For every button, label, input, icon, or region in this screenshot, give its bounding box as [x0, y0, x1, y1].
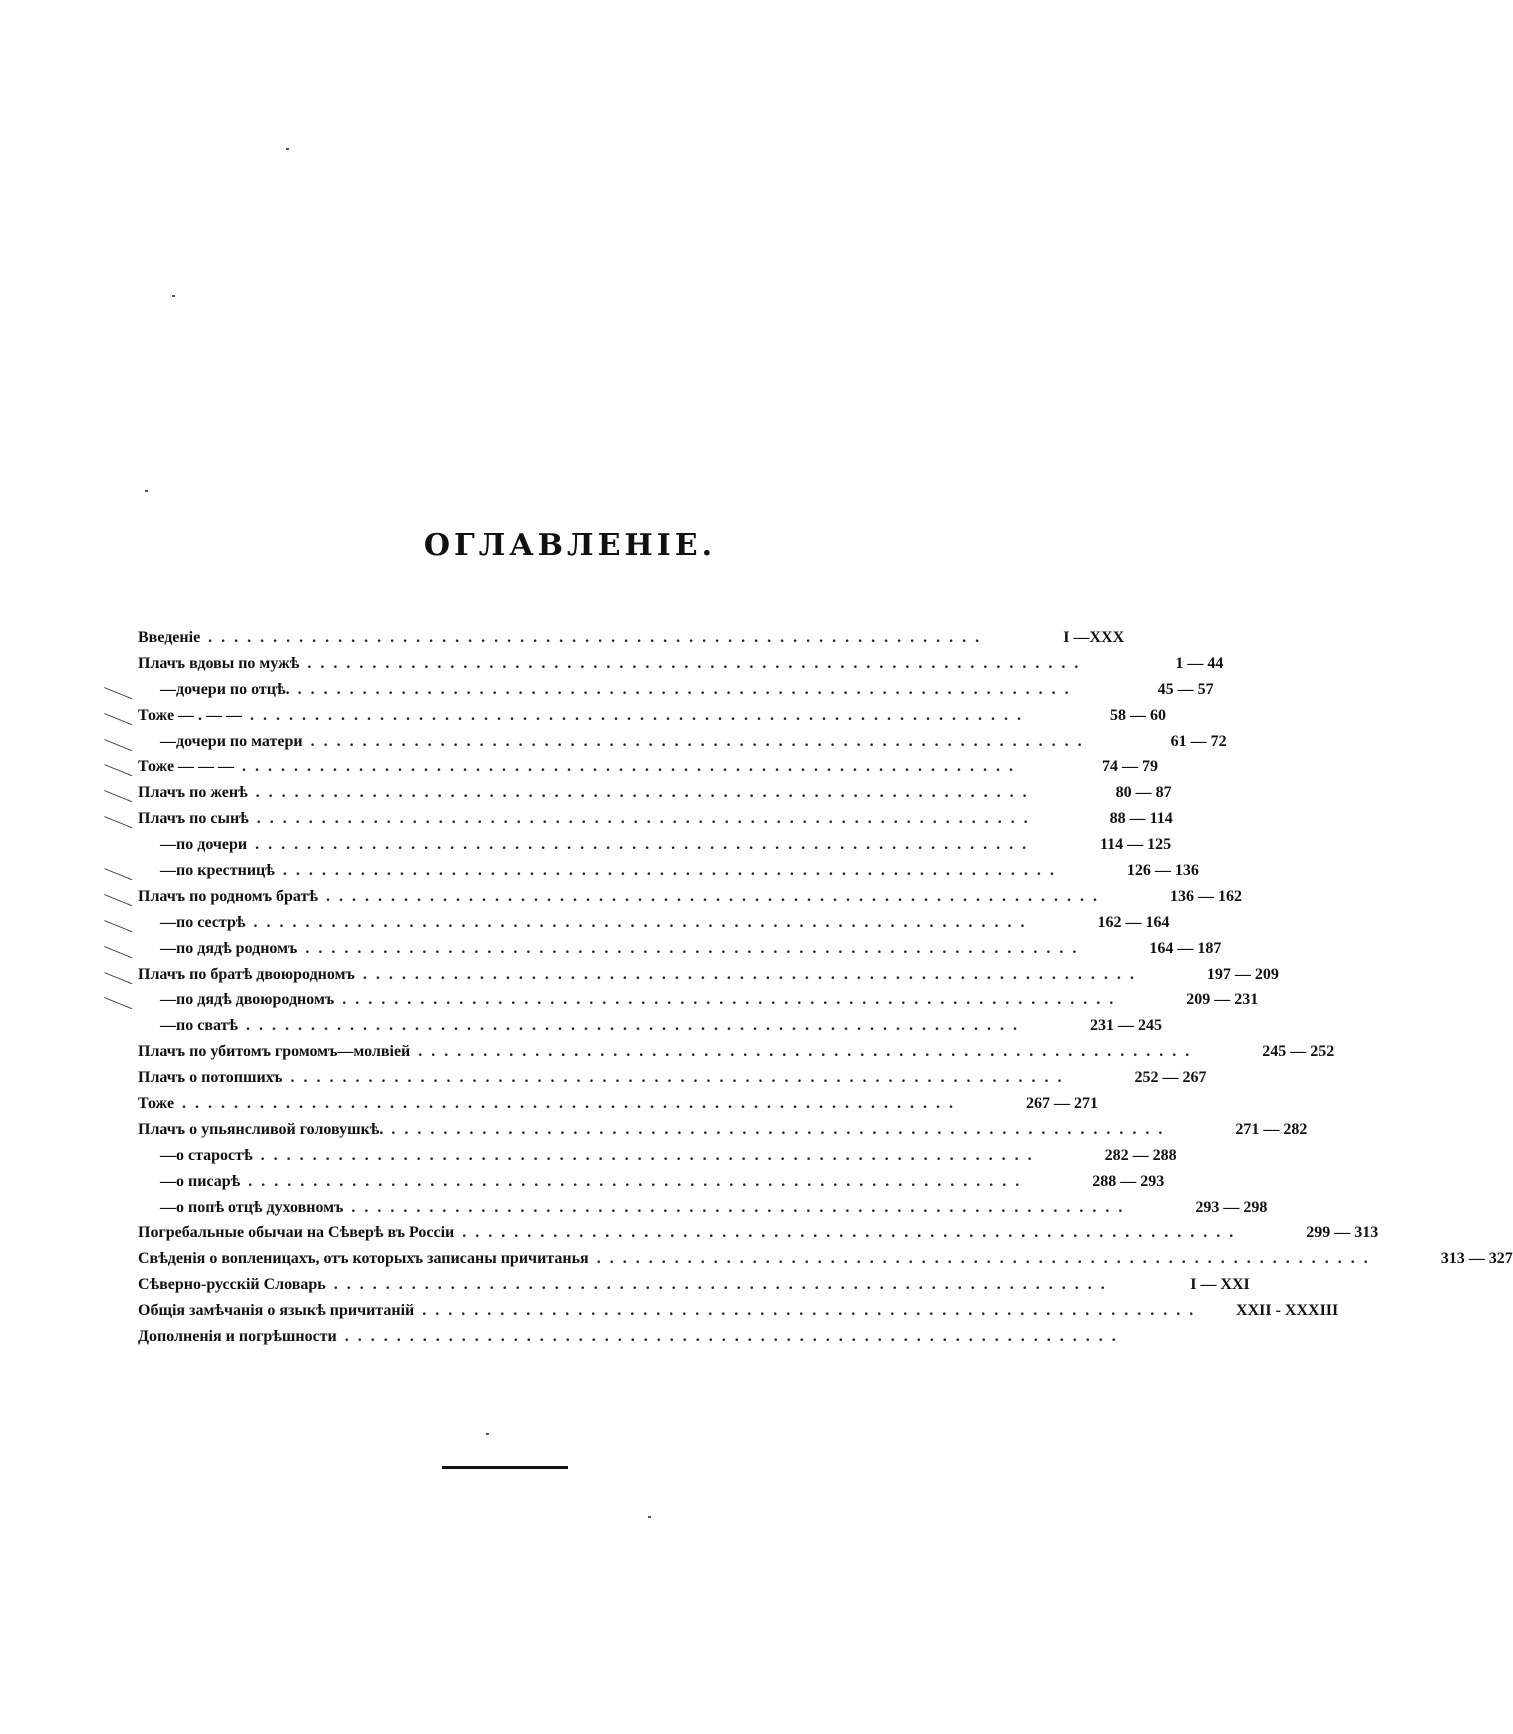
dot-leader: ............................................................	[391, 1120, 1172, 1138]
paper-speck	[486, 1433, 489, 1435]
toc-entry-label: о старостѣ	[176, 1146, 253, 1164]
dot-leader: ............................................................	[305, 939, 1086, 957]
toc-entry	[138, 1065, 1207, 1091]
toc-entry	[138, 1195, 1268, 1221]
margin-pencil-mark	[103, 894, 132, 908]
margin-pencil-mark	[103, 765, 132, 779]
dot-leader: ............................................................	[333, 1276, 1114, 1294]
toc-entry-pages: 126 — 136	[1126, 861, 1199, 879]
dot-leader: ............................................................	[362, 965, 1143, 983]
ditto-dash: —	[160, 1017, 176, 1035]
toc-entry-label: Плачъ по братѣ двоюродномъ	[138, 965, 355, 983]
dot-leader: ............................................................	[418, 1043, 1199, 1061]
toc-entry-pages: 282 — 288	[1104, 1146, 1177, 1164]
toc-entry	[138, 729, 1227, 755]
toc-entry-label: Плачъ по убитомъ громомъ—молвіей	[138, 1043, 411, 1061]
toc-entry-pages: 1 — 44	[1175, 654, 1224, 672]
toc-entry	[138, 1246, 1513, 1272]
dot-leader: ............................................................	[246, 1017, 1027, 1035]
toc-entry-label: Плачъ вдовы по мужѣ	[138, 654, 300, 672]
toc-entry-pages: 231 — 245	[1090, 1017, 1163, 1035]
toc-entry-pages: I —XXX	[1063, 628, 1125, 646]
toc-entry-label: по дочери	[176, 836, 248, 854]
toc-entry-label: Тоже — — —	[138, 758, 235, 776]
toc-entry	[138, 1091, 1099, 1117]
toc-entry-pages: 61 — 72	[1170, 732, 1227, 750]
toc-entry-label: дочери по матери	[176, 732, 303, 750]
toc-entry-pages: 162 — 164	[1097, 913, 1170, 931]
toc-entry-pages: 74 — 79	[1102, 758, 1159, 776]
toc-entry	[138, 1117, 1308, 1143]
toc-entry	[138, 754, 1159, 780]
toc-entry-pages: I — XXI	[1190, 1276, 1250, 1294]
margin-pencil-mark	[103, 998, 132, 1012]
toc-entry-label: Плачъ по родномъ братѣ	[138, 887, 318, 905]
toc-entry-label: Общія замѣчанія о языкѣ причитаній	[138, 1302, 415, 1320]
toc-entry-pages: 80 — 87	[1115, 784, 1172, 802]
dot-leader: ............................................................	[351, 1198, 1132, 1216]
toc-entry	[138, 1169, 1165, 1195]
dot-leader: ............................................................	[596, 1250, 1377, 1268]
margin-pencil-mark	[103, 790, 132, 804]
toc-entry-pages: 293 — 298	[1195, 1198, 1268, 1216]
toc-entry-pages: 267 — 271	[1026, 1094, 1099, 1112]
toc-entry-label: по сестрѣ	[176, 913, 246, 931]
dot-leader: ............................................................	[255, 784, 1036, 802]
dot-leader: ............................................................	[342, 991, 1123, 1009]
toc-entry-pages: 271 — 282	[1235, 1120, 1308, 1138]
dot-leader: ............................................................	[422, 1302, 1203, 1320]
toc-entry-pages: 114 — 125	[1100, 836, 1172, 854]
dot-leader: ............................................................	[253, 913, 1034, 931]
ditto-dash: —	[160, 732, 176, 750]
margin-pencil-mark	[103, 920, 132, 934]
ditto-dash: —	[160, 836, 176, 854]
toc-entry	[138, 910, 1170, 936]
toc-entry-pages: 288 — 293	[1092, 1172, 1165, 1190]
toc-entry	[138, 651, 1224, 677]
margin-pencil-mark	[103, 739, 132, 753]
toc-entry-label: Свѣденія о вопленицахъ, отъ которыхъ записаны причитанья	[138, 1250, 589, 1268]
dot-leader: ............................................................	[248, 1172, 1029, 1190]
toc-entry-label: о писарѣ	[176, 1172, 241, 1190]
dot-leader: ............................................................	[260, 1146, 1041, 1164]
ditto-dash: —	[160, 680, 176, 698]
toc-entry-pages: 45 — 57	[1157, 680, 1214, 698]
toc-entry	[138, 832, 1172, 858]
toc-entry-pages: 197 — 209	[1206, 965, 1279, 983]
toc-entry-label: по дядѣ двоюродномъ	[176, 991, 335, 1009]
toc-entry-label: Введеніе	[138, 628, 201, 646]
margin-pencil-mark	[103, 972, 132, 986]
toc-entry-label: Плачъ по сынѣ	[138, 810, 249, 828]
toc-entry	[138, 987, 1259, 1013]
toc-entry-label: Дополненія и погрѣшности	[138, 1327, 337, 1345]
toc-entry	[138, 1272, 1250, 1298]
dot-leader: ............................................................	[307, 654, 1088, 672]
paper-speck	[172, 295, 175, 297]
ditto-dash: —	[160, 1172, 176, 1190]
toc-entry-pages: 299 — 313	[1306, 1224, 1379, 1242]
dot-leader: ............................................................	[242, 758, 1023, 776]
ditto-dash: —	[160, 913, 176, 931]
toc-entry	[138, 1324, 1125, 1350]
toc-entry	[138, 625, 1125, 651]
page-title: ОГЛАВЛЕНІЕ.	[423, 528, 717, 563]
ditto-dash: —	[160, 1146, 176, 1164]
toc-entry	[138, 703, 1167, 729]
ditto-dash: —	[160, 861, 176, 879]
toc-entry	[138, 858, 1199, 884]
toc-entry-pages: 58 — 60	[1110, 706, 1167, 724]
paper-speck	[145, 490, 148, 492]
toc-entry-label: Плачъ о потопшихъ	[138, 1069, 283, 1087]
toc-entry	[138, 1039, 1335, 1065]
dot-leader: ............................................................	[282, 861, 1063, 879]
toc-entry-pages: 245 — 252	[1262, 1043, 1335, 1061]
ditto-dash: —	[160, 939, 176, 957]
dot-leader: ............................................................	[344, 1327, 1125, 1345]
ditto-dash: —	[160, 1198, 176, 1216]
dot-leader: ............................................................	[290, 1069, 1071, 1087]
toc-entry-label: по дядѣ родномъ	[176, 939, 298, 957]
toc-entry-label: Погребальные обычаи на Сѣверѣ въ Россіи	[138, 1224, 455, 1242]
toc-entry-label: Тоже — . — —	[138, 706, 243, 724]
dot-leader: ............................................................	[182, 1094, 963, 1112]
margin-pencil-mark	[103, 713, 132, 727]
toc-entry	[138, 884, 1242, 910]
margin-pencil-mark	[103, 868, 132, 882]
dot-leader: ............................................................	[250, 706, 1031, 724]
dot-leader: ............................................................	[297, 680, 1078, 698]
margin-pencil-mark	[103, 946, 132, 960]
toc-entry	[138, 780, 1172, 806]
toc-entry	[138, 1013, 1163, 1039]
toc-entry	[138, 677, 1214, 703]
toc-entry	[138, 1220, 1379, 1246]
table-of-contents	[138, 625, 1513, 1350]
closing-rule	[442, 1466, 568, 1469]
dot-leader: ............................................................	[462, 1224, 1243, 1242]
margin-pencil-mark	[103, 687, 132, 701]
dot-leader: ............................................................	[255, 836, 1036, 854]
toc-entry-label: Плачъ о упьянсливой головушкѣ.	[138, 1120, 384, 1138]
toc-entry-pages: XXII - XXXIII	[1236, 1302, 1339, 1320]
toc-entry-pages: 88 — 114	[1109, 810, 1173, 828]
toc-entry	[138, 962, 1279, 988]
dot-leader: ............................................................	[325, 887, 1106, 905]
toc-entry	[138, 936, 1222, 962]
toc-entry-pages: 209 — 231	[1186, 991, 1259, 1009]
dot-leader: ............................................................	[208, 628, 989, 646]
toc-entry-pages: 164 — 187	[1149, 939, 1222, 957]
margin-pencil-mark	[103, 816, 132, 830]
toc-entry	[138, 1298, 1339, 1324]
toc-entry-label: дочери по отцѣ.	[176, 680, 290, 698]
toc-entry-label: Тоже	[138, 1094, 175, 1112]
toc-entry-label: о попѣ отцѣ духовномъ	[176, 1198, 344, 1216]
toc-entry-pages: 252 — 267	[1134, 1069, 1207, 1087]
paper-speck	[648, 1516, 651, 1518]
toc-entry-pages: 136 — 162	[1169, 887, 1242, 905]
toc-entry	[138, 1143, 1177, 1169]
toc-entry-label: Плачъ по женѣ	[138, 784, 248, 802]
paper-speck	[286, 148, 289, 150]
toc-entry-label: по крестницѣ	[176, 861, 275, 879]
ditto-dash: —	[160, 991, 176, 1009]
toc-entry-label: по сватѣ	[176, 1017, 239, 1035]
toc-entry-label: Сѣверно-русскій Словарь	[138, 1276, 326, 1294]
toc-entry	[138, 806, 1173, 832]
toc-entry-pages: 313 — 327	[1440, 1250, 1513, 1268]
dot-leader: ............................................................	[256, 810, 1037, 828]
dot-leader: ............................................................	[310, 732, 1091, 750]
